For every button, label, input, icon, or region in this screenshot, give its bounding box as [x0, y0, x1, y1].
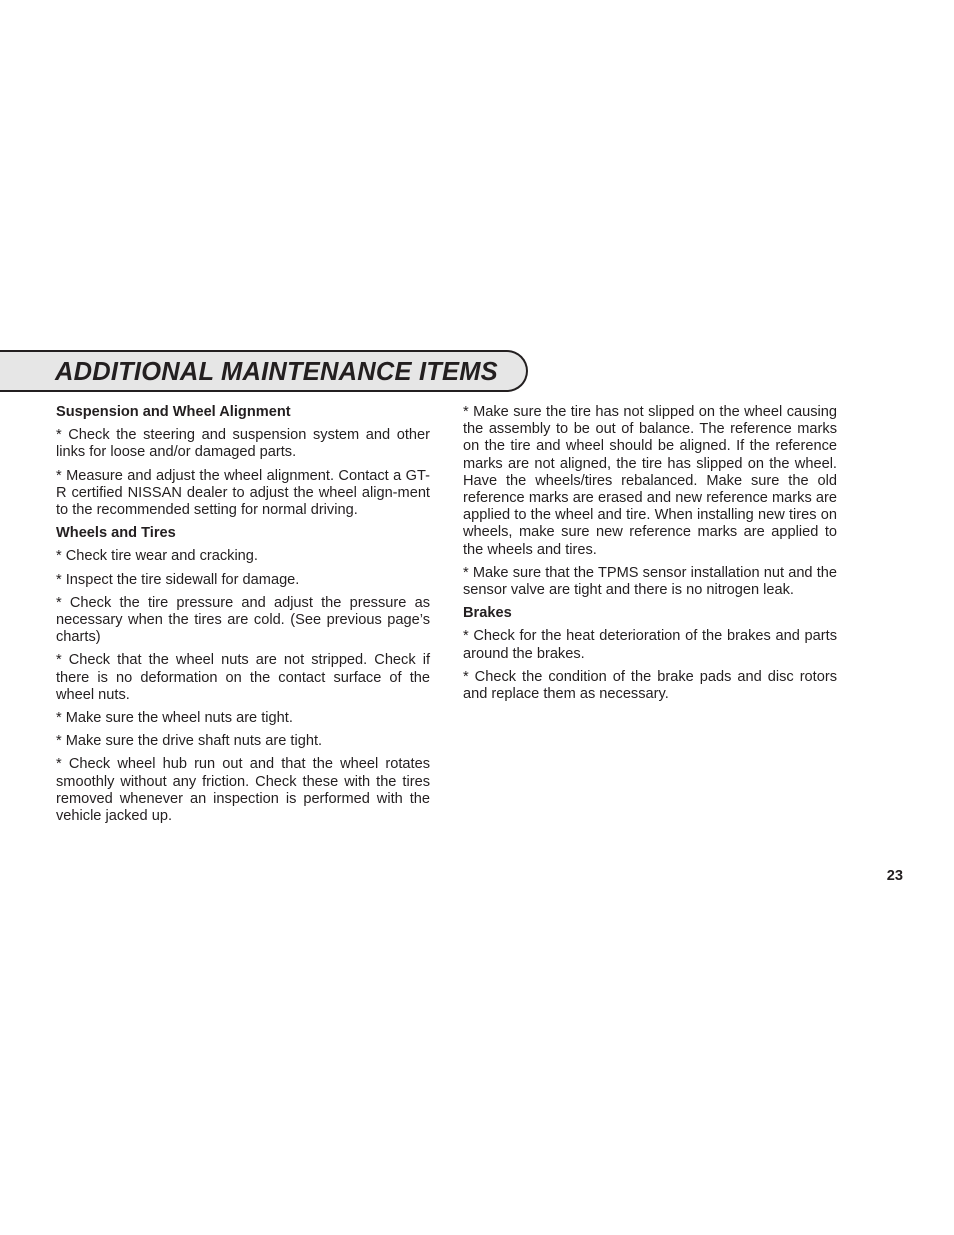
section-heading: Brakes [463, 605, 512, 622]
section-heading: Wheels and Tires [56, 525, 176, 542]
maintenance-item: * Check that the wheel nuts are not stripped. Check if there is no deformation on the contact surface of the wheel nuts. [56, 652, 430, 703]
right-column [463, 404, 837, 709]
maintenance-item: * Check tire wear and cracking. [56, 548, 258, 565]
left-column [56, 404, 430, 831]
page-title: ADDITIONAL MAINTENANCE ITEMS [55, 358, 498, 386]
section-brakes [463, 605, 837, 703]
maintenance-item: * Check for the heat deterioration of the brakes and parts around the brakes. [463, 628, 837, 662]
section-wheels-tires [56, 525, 430, 825]
maintenance-item: * Make sure the wheel nuts are tight. [56, 710, 293, 727]
maintenance-item: * Check the steering and suspension system and other links for loose and/or damaged parts. [56, 427, 430, 461]
section-suspension [56, 404, 430, 519]
section-heading: Suspension and Wheel Alignment [56, 404, 291, 420]
maintenance-item: * Inspect the tire sidewall for damage. [56, 571, 300, 588]
maintenance-item: * Check the tire pressure and adjust the pressure as necessary when the tires are cold. (See previous page’s charts) [56, 594, 430, 646]
page-number: 23 [886, 868, 903, 884]
maintenance-item: * Make sure the drive shaft nuts are tight. [56, 733, 323, 750]
maintenance-item: * Make sure the tire has not slipped on the wheel causing the assembly to be out of balance. The reference marks on the tire and wheel should be aligned. If the reference marks are not aligned, the tire has slipped on the wheel. Have the wheels/tires rebalanced. Make sure the old reference marks are erased and new reference marks are applied to the wheel and tire. When installing new tires on wheels, make sure new reference marks are applied to the wheels and tires. [463, 404, 837, 558]
maintenance-item: * Check the condition of the brake pads and disc rotors and replace them as necessary. [463, 668, 837, 703]
maintenance-item: * Measure and adjust the wheel alignment. Contact a GT-R certified NISSAN dealer to adjust the wheel align-ment to the recommended setting for normal driving. [56, 467, 430, 519]
section-wheels-tires-continued [463, 404, 837, 599]
title-banner [0, 350, 528, 392]
maintenance-item: * Check wheel hub run out and that the wheel rotates smoothly without any friction. Check these with the tires removed whenever an inspection is performed with the vehicle jacked up. [56, 756, 430, 825]
maintenance-item: * Make sure that the TPMS sensor installation nut and the sensor valve are tight and there is no nitrogen leak. [463, 564, 837, 599]
